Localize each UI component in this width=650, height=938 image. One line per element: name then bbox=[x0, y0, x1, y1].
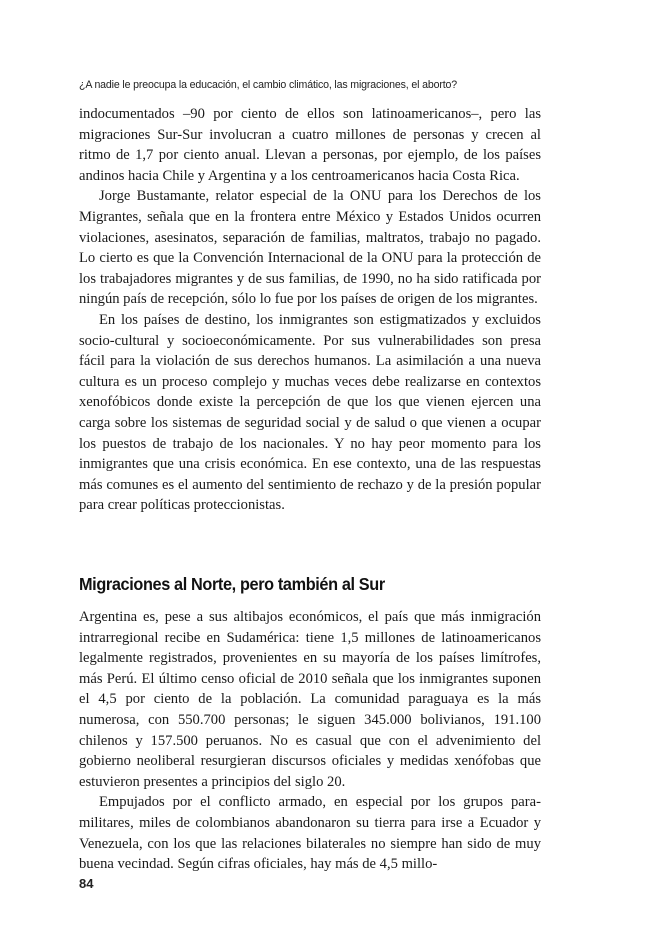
running-head: ¿A nadie le preocupa la educación, el cambio climático, las migraciones, el aborto? bbox=[79, 79, 457, 91]
section-body-text bbox=[79, 607, 541, 875]
paragraph-continued: indocumentados –90 por ciento de ellos son latinoamericanos–, pero las migraciones Sur-Sur involucran a cuatro millones de personas y crecen al ritmo de 1,7 por ciento anual. Llevan a personas, por ejemplo, de los países andinos hacia Chile y Argentina y a los centroamericanos hacia Costa Rica. bbox=[79, 106, 541, 184]
paragraph-bustamante: Jorge Bustamante, relator especial de la ONU para los Derechos de los Migrantes, señala que en la frontera entre México y Estados Unidos ocurren violaciones, asesinatos, separación de familias, maltratos, trabajo no pagado. Lo cierto es que la Convención Internacional de la ONU para la protección de los trabajadores migrantes y de sus familias, de 1990, no ha sido ratificada por ningún país de recepción, sólo lo fue por los países de origen de los migrantes. bbox=[79, 188, 541, 308]
paragraph-destination-countries: En los países de destino, los inmigrantes son estigmatizados y excluidos socio-cultural y socioeconómicamente. Por sus vulnerabilidades son presa fácil para la violación de sus derechos humanos. La asimilación a una nueva cultura es un proceso complejo y muchas veces debe realizarse en contextos xenofóbicos donde existe la percepción de que los que vienen ejercen una carga sobre los sistemas de seguridad social y de salud o que vienen a ocupar los puestos de trabajo de los nacionales. Y no hay peor momento para los inmigrantes que una crisis económica. En ese contexto, una de las respuestas más comunes es el aumento del sentimiento de rechazo y de la presión popular para crear políticas proteccionistas. bbox=[79, 311, 541, 514]
section-heading: Migraciones al Norte, pero también al Sur bbox=[79, 574, 385, 594]
book-page bbox=[79, 0, 541, 938]
page-number: 84 bbox=[79, 876, 94, 891]
body-text bbox=[79, 104, 541, 516]
paragraph-colombianos: Empujados por el conflicto armado, en especial por los grupos paramilitares, miles de colombianos abandonaron su tierra para irse a Ecuador y Venezuela, con los que las relaciones bilaterales no siempre han sido de muy buena vecindad. Según cifras oficiales, hay más de 4,5 millo- bbox=[79, 794, 541, 873]
paragraph-argentina: Argentina es, pese a sus altibajos económicos, el país que más inmigración intrarregional recibe en Sudamérica: tiene 1,5 millones de latinoamericanos legalmente registrados, provenientes en su mayoría de los países limítrofes, más Perú. El último censo oficial de 2010 señala que los inmigrantes suponen el 4,5 por ciento de la población. La comunidad paraguaya es la más numerosa, con 550.700 personas; le siguen 345.000 bolivianos, 191.100 chilenos y 157.500 peruanos. No es casual que con el advenimiento del gobierno neoliberal resurgieran discursos oficiales y medidas xenófobas que estuvieron presentes a principios del siglo 20. bbox=[79, 609, 541, 790]
